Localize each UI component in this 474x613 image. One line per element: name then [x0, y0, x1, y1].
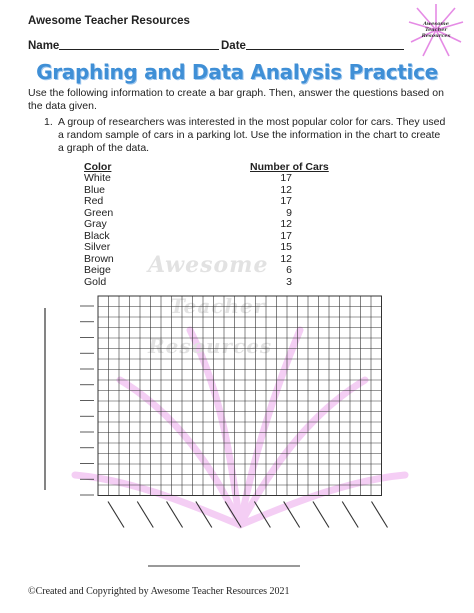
- x-category-label-blank: [196, 502, 212, 528]
- question-number: 1.: [44, 116, 53, 128]
- table-cell-count: 6: [286, 264, 292, 276]
- question-text: A group of researchers was interested in the most popular color for cars. They used a random sample of cars in a parking lot. Use the information in the chart to create a graph of the data.: [58, 116, 446, 154]
- table-cell-color: White: [84, 172, 111, 184]
- name-label: Name: [28, 40, 60, 52]
- instructions-text: Use the following information to create a bar graph. Then, answer the questions based on the data given.: [28, 87, 444, 112]
- x-category-label-blank: [137, 502, 153, 528]
- table-cell-color: Gold: [84, 275, 107, 288]
- table-cell-color: Silver: [84, 241, 111, 253]
- table-cell-color: Blue: [84, 183, 106, 196]
- x-category-label-blank: [372, 502, 388, 528]
- table-cell-count: 17: [280, 172, 292, 184]
- table-cell-color: Green: [84, 206, 114, 219]
- table-cell-count: 12: [280, 252, 292, 265]
- footer-copyright: ©Created and Copyrighted by Awesome Teacher Resources 2021: [28, 586, 290, 597]
- logo-text-line: Awesome: [423, 21, 449, 27]
- table-cell-count: 12: [280, 183, 292, 196]
- x-category-label-blank: [108, 502, 124, 528]
- watermark-text: Teacher: [170, 294, 266, 318]
- x-category-label-blank: [254, 502, 270, 528]
- x-category-label-blank: [225, 502, 241, 528]
- table-cell-color: Beige: [84, 264, 111, 276]
- x-category-label-blank: [167, 502, 183, 528]
- table-cell-count: 17: [280, 229, 292, 242]
- table-header-color: Color: [84, 161, 112, 173]
- x-category-label-blank: [342, 502, 358, 528]
- header-brand: Awesome Teacher Resources: [28, 15, 190, 27]
- watermark-text: Resources: [148, 334, 273, 358]
- date-label: Date: [221, 40, 246, 52]
- watermark-text: Awesome: [148, 252, 269, 278]
- table-cell-color: Brown: [84, 252, 114, 265]
- page-title: Graphing and Data Analysis Practice: [36, 60, 438, 84]
- table-header-count: Number of Cars: [250, 161, 329, 173]
- table-cell-count: 3: [286, 275, 292, 288]
- logo-text-line: Resources: [421, 33, 451, 39]
- table-cell-color: Black: [84, 229, 110, 242]
- table-cell-count: 15: [280, 241, 292, 253]
- grid-border: [98, 296, 382, 496]
- table-cell-count: 12: [280, 218, 292, 230]
- x-category-label-blank: [313, 502, 329, 528]
- table-cell-color: Gray: [84, 218, 107, 230]
- table-cell-color: Red: [84, 195, 104, 207]
- x-category-label-blank: [284, 502, 300, 528]
- table-cell-count: 17: [280, 195, 292, 207]
- table-cell-count: 9: [286, 206, 292, 219]
- logo-text-line: Teacher: [424, 27, 448, 33]
